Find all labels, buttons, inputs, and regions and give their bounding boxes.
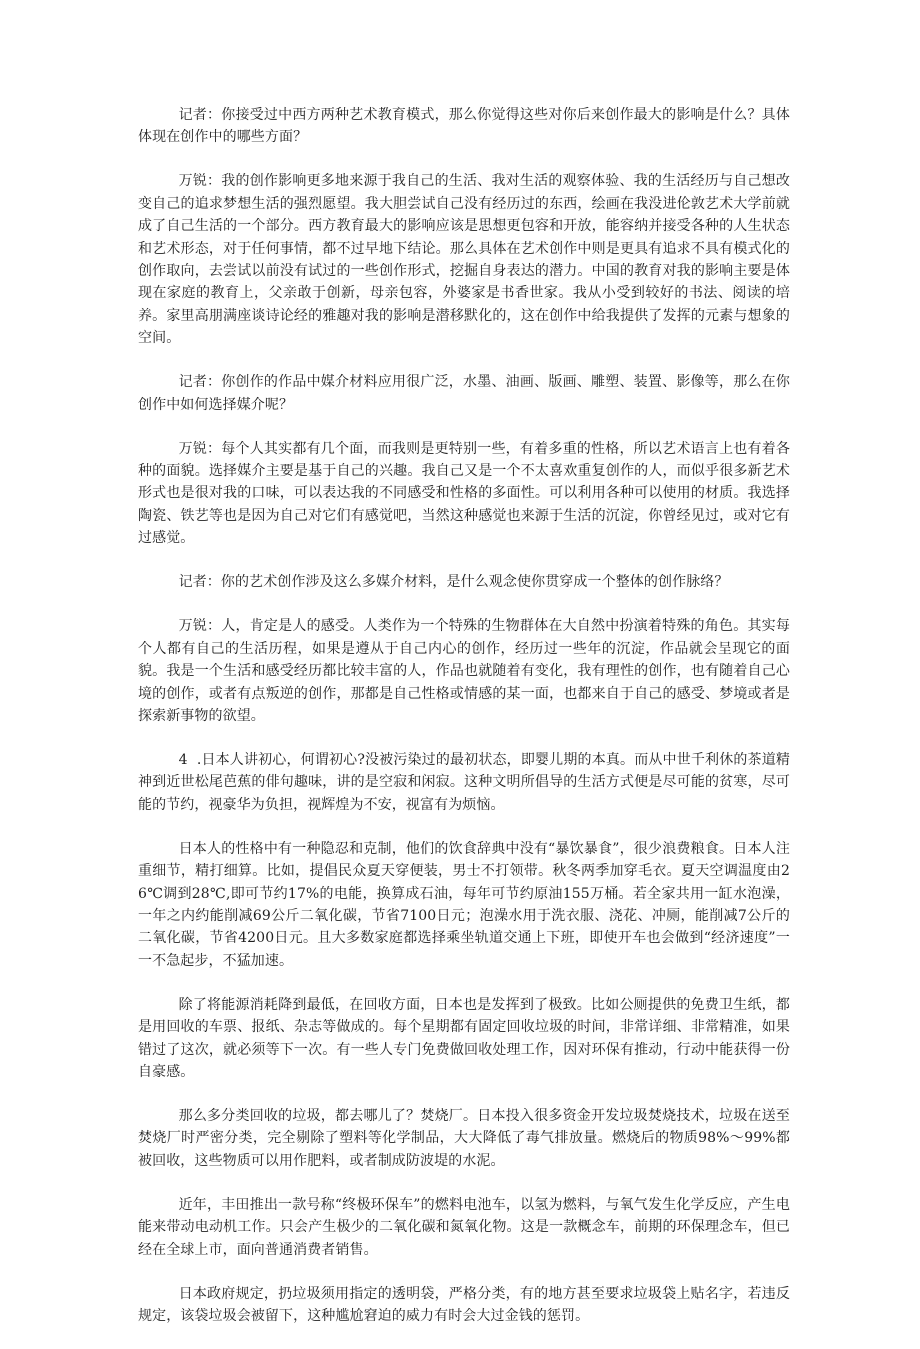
paragraph-reporter-question-2: 记者：你创作的作品中媒介材料应用很广泛，水墨、油画、版画、雕塑、装置、影像等，那么在你创作中如何选择媒介呢？ [138, 374, 790, 413]
paragraph-japan-shoshin: 4 .日本人讲初心，何谓初心?没被污染过的最初状态，即婴儿期的本真。而从中世千利休的茶道精神到近世松尾芭蕉的俳句趣味，讲的是空寂和闲寂。这种文明所倡导的生活方式便是尽可能的贫寒，尽可能的节约，视豪华为负担，视辉煌为不安，视富有为烦恼。 [138, 751, 790, 813]
paragraph-japan-recycling: 除了将能源消耗降到最低，在回收方面，日本也是发挥到了极致。比如公厕提供的免费卫生纸，都是用回收的车票、报纸、杂志等做成的。每个星期都有固定回收垃圾的时间，非常详细、非常精准，如果错过了这次，就必须等下一次。有一些人专门免费做回收处理工作，因对环保有推动，行动中能获得一份自豪感。 [138, 996, 790, 1080]
paragraph-wanrui-answer-3: 万锐：人，肯定是人的感受。人类作为一个特殊的生物群体在大自然中扮演着特殊的角色。其实每个人都有自己的生活历程，如果是遵从于自己内心的创作，经历过一些年的沉淀，作品就会呈现它的面貌。我是一个生活和感受经历都比较丰富的人，作品也就随着有变化，我有理性的创作，也有随着自己心境的创作，或者有点叛逆的创作，那都是自己性格或情感的某一面，也都来自于自己的感受、梦境或者是探索新事物的欲望。 [138, 618, 790, 724]
paragraph-wanrui-answer-1: 万锐：我的创作影响更多地来源于我自己的生活、我对生活的观察体验、我的生活经历与自己想改变自己的追求梦想生活的强烈愿望。我大胆尝试自己没有经历过的东西，绘画在我没进伦敦艺术大学前就成了自己生活的一个部分。西方教育最大的影响应该是思想更包容和开放，能容纳并接受各种的人生状态和艺术形态，对于任何事情，都不过早地下结论。那么具体在艺术创作中则是更具有追求不具有模式化的创作取向，去尝试以前没有试过的一些创作形式，挖掘自身表达的潜力。中国的教育对我的影响主要是体现在家庭的教育上，父亲敢于创新，母亲包容，外婆家是书香世家。我从小受到较好的书法、阅读的培养。家里高朋满座谈诗论经的雅趣对我的影响是潜移默化的，这在创作中给我提供了发挥的元素与想象的空间。 [138, 173, 790, 347]
paragraph-garbage-rules: 日本政府规定，扔垃圾须用指定的透明袋，严格分类，有的地方甚至要求垃圾袋上贴名字，若违反规定，该袋垃圾会被留下，这种尴尬窘迫的威力有时会大过金钱的惩罚。 [138, 1285, 790, 1324]
paragraph-japan-frugality: 日本人的性格中有一种隐忍和克制，他们的饮食辞典中没有“暴饮暴食”，很少浪费粮食。日本人注重细节，精打细算。比如，提倡民众夏天穿便装，男士不打领带。秋冬两季加穿毛衣。夏天空调温度由26℃调到28℃,即可节约17%的电能，换算成石油，每年可节约原油155万桶。若全家共用一缸水泡澡，一年之内约能削减69公斤二氧化碳，节省7100日元；泡澡水用于洗衣服、浇花、冲厕，能削减7公斤的二氧化碳，节省4200日元。且大多数家庭都选择乘坐轨道交通上下班，即使开车也会做到“经济速度”一一不急起步，不猛加速。 [138, 840, 790, 969]
paragraph-japan-incineration: 那么多分类回收的垃圾，都去哪儿了？焚烧厂。日本投入很多资金开发垃圾焚烧技术，垃圾在送至焚烧厂时严密分类，完全剔除了塑料等化学制品，大大降低了毒气排放量。燃烧后的物质98%〜99%都被回收，这些物质可以用作肥料，或者制成防波堤的水泥。 [138, 1107, 790, 1169]
paragraph-reporter-question-1: 记者：你接受过中西方两种艺术教育模式，那么你觉得这些对你后来创作最大的影响是什么？具体体现在创作中的哪些方面？ [138, 107, 790, 146]
paragraph-reporter-question-3: 记者：你的艺术创作涉及这么多媒介材料，是什么观念使你贯穿成一个整体的创作脉络？ [178, 574, 729, 591]
paragraph-toyota-fuel-cell: 近年，丰田推出一款号称“终极环保车”的燃料电池车，以氢为燃料，与氧气发生化学反应，产生电能来带动电动机工作。只会产生极少的二氧化碳和氮氧化物。这是一款概念车，前期的环保理念车，但已经在全球上市，面向普通消费者销售。 [138, 1196, 790, 1258]
paragraph-wanrui-answer-2: 万锐：每个人其实都有几个面，而我则是更特别一些，有着多重的性格，所以艺术语言上也有着各种的面貌。选择媒介主要是基于自己的兴趣。我自己又是一个不太喜欢重复创作的人，而似乎很多新艺术形式也是很对我的口味，可以表达我的不同感受和性格的多面性。可以利用各种可以使用的材质。我选择陶瓷、铁艺等也是因为自己对它们有感觉吧，当然这种感觉也来源于生活的沉淀，你曾经见过，或对它有过感觉。 [138, 440, 790, 547]
document-body [138, 104, 790, 1349]
